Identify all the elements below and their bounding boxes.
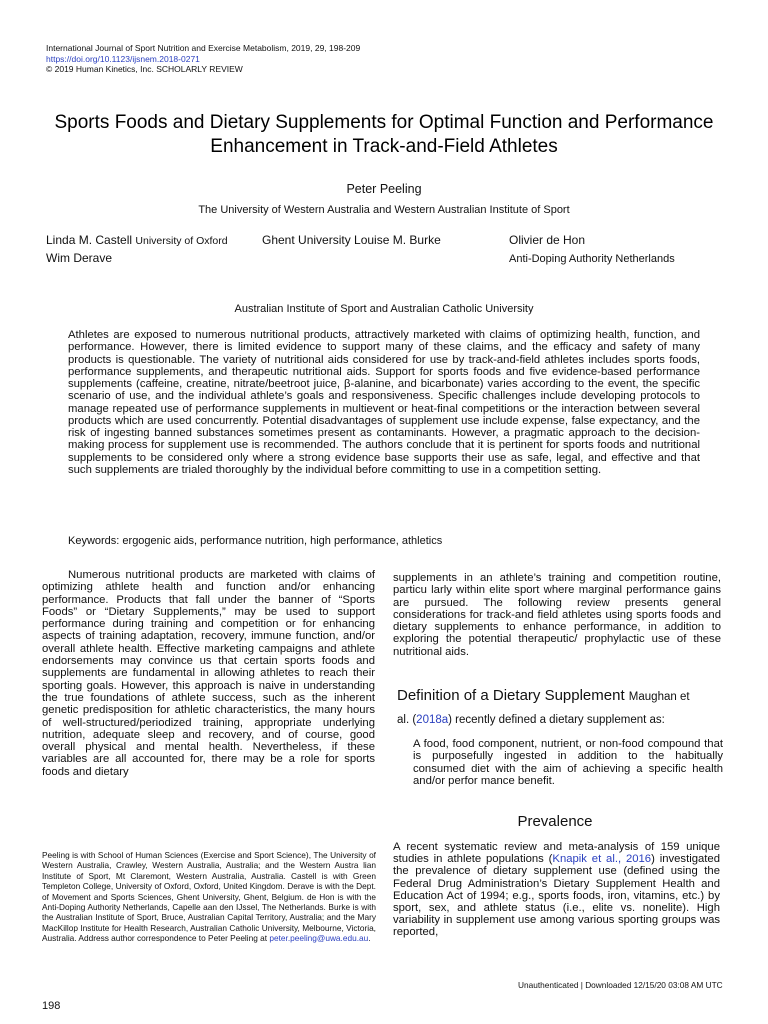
citation-link-knapik[interactable]: Knapik et al., 2016: [552, 853, 652, 866]
paragraph-text: A recent systematic review and meta-analysis of 159 unique studies in athlete populations (: [393, 841, 720, 866]
citation-link-maughan[interactable]: 2018a: [416, 714, 449, 726]
author-derave: Wim Derave: [46, 251, 113, 265]
author-dehon: Olivier de Hon: [509, 233, 586, 247]
heading-text: Definition of a Dietary Supplement: [397, 687, 625, 704]
prevalence-paragraph: [393, 841, 720, 939]
author-affiliation: University of Oxford: [135, 235, 228, 247]
footnote-text: Peeling is with School of Human Sciences (Exercise and Sport Science), The University of Western Australia, Crawley, Western Australia, Australia; and the Western Austra lian Institute of Sport, Mt Claremont, Western Australia, Australia. Castell is with Green Templeton College, University of Oxford, Oxford, United Kingdom. Derave is with the Dept. of Movement and Sports Sciences, Ghent University, Ghent, Belgium. de Hon is with the Anti-Doping Authority Netherlands, Capelle aan den IJssel, The Netherlands. Burke is with the Australian Institute of Sport, Bruce, Australian Capital Territory, Australia; and the Mary MacKillop Institute for Health Research, Australian Catholic University, Melbourne, Victoria, Australia. Address author correspondence to Peter Peeling at: [42, 850, 376, 944]
affiliation-antidoping: Anti-Doping Authority Netherlands: [509, 253, 675, 265]
section-heading-definition: [397, 687, 690, 704]
footnote-end: .: [368, 933, 371, 944]
journal-citation: International Journal of Sport Nutrition and Exercise Metabolism, 2019, 29, 198-209: [46, 43, 361, 53]
paragraph-text: ) investigated the prevalence of dietary supplement use (defined using the Federal Drug Administration’s Dietary Supplement Health and Education Act of 1994; e.g., sports foods, iron, vitamins, etc.) by sport, sex, and athlete status (i.e., elite vs. nonelite). High variability in supplement use among various sporting groups was reported,: [393, 853, 720, 939]
lead-text: al. (: [397, 714, 417, 726]
abstract: Athletes are exposed to numerous nutritional products, attractively marketed with claims of optimizing health, function, and performance. However, there is limited evidence to support many of these claims, and the efficacy and safety of many products is questionable. The variety of nutritional aids considered for use by track-and-field athletes includes sports foods, performance supplements, and therapeutic nutritional aids. Support for sports foods and five evidence-based performance supplements (caffeine, creatine, nitrate/beetroot juice, β-alanine, and bicarbonate) varies according to the event, the specific scenario of use, and the individual athlete’s goals and responsiveness. Specific challenges include developing protocols to manage repeated use of performance supplements in multievent or heat-final competitions or the interaction between several products which are used concurrently. Potential disadvantages of supplement use include expense, false expectancy, and the risk of ingesting banned substances sometimes present as contaminants. However, a pragmatic approach to the decision-making process for supplement use is recommended. The authors conclude that it is pertinent for sports foods and nutritional supplements to be considered only where a strong evidence base supports their use as safe, legal, and effective and that such supplements are trialed thoroughly by the individual before committing to use in a competition setting.: [68, 329, 700, 476]
main-affiliation: The University of Western Australia and Western Australian Institute of Sport: [198, 204, 570, 216]
definition-lead-1: Maughan et: [628, 691, 690, 703]
definition-lead-2: [397, 714, 665, 726]
journal-header: [46, 43, 360, 75]
intro-paragraph-right: supplements in an athlete’s training and competition routine, particu larly within elite sport where marginal performance gains are pursued. The following review presents general considerations for track-and field athletes using sports foods and dietary supplements to enhance performance, in addition to exploring the potential therapeutic/ prophylactic use of these nutritional aids.: [393, 572, 721, 658]
download-notice: Unauthenticated | Downloaded 12/15/20 03:08 AM UTC: [518, 980, 723, 990]
author-name: Linda M. Castell: [46, 233, 133, 247]
intro-paragraph-left: Numerous nutritional products are marketed with claims of optimizing athlete health and function and/or enhancing performance. Products that fall under the banner of “Sports Foods” or “Dietary Supplements,” may be used to support performance during training and competition or for enhancing aspects of training adaptation, recovery, immune function, and/or overall athlete health. Effective marketing campaigns and athlete endorsements may convince us that certain sports foods and supplements are fundamental in allowing athletes to reach their sporting goals. However, this approach is naive in understanding the true foundations of athlete success, such as the inherent genetic predisposition for athletic characteristics, the many hours of well-structured/periodized training, appropriate underlying nutrition, adequate sleep and recovery, and of course, good overall physical and mental health. Nevertheless, if these variables are all accounted for, there may be a role for sports foods and dietary: [42, 569, 375, 778]
section-heading-prevalence: [0, 813, 768, 830]
lead-text: ) recently defined a dietary supplement as:: [448, 714, 665, 726]
main-author: Peter Peeling: [346, 182, 422, 196]
keywords: Keywords: ergogenic aids, performance nutrition, high performance, athletics: [68, 535, 443, 547]
doi-link[interactable]: https://doi.org/10.1123/ijsnem.2018-0271: [46, 53, 200, 64]
page-number: 198: [42, 1000, 61, 1012]
article-title: Sports Foods and Dietary Supplements for Optimal Function and Performance Enhancement in Track-and-Field Athletes: [54, 112, 714, 157]
heading-text: Prevalence: [517, 813, 593, 830]
copyright-line: © 2019 Human Kinetics, Inc. SCHOLARLY REVIEW: [46, 64, 243, 74]
definition-quote: A food, food component, nutrient, or non-food compound that is purposefully ingested in addition to the habitually consumed diet with the aim of achieving a specific health and/or perfor mance benefit.: [413, 738, 723, 787]
author-burke: Ghent University Louise M. Burke: [262, 233, 441, 247]
email-link[interactable]: peter.peeling@uwa.edu.au: [269, 933, 369, 944]
author-castell: [46, 233, 228, 249]
author-footnote: [42, 850, 376, 944]
affiliation-aus: Australian Institute of Sport and Australian Catholic University: [234, 303, 534, 315]
